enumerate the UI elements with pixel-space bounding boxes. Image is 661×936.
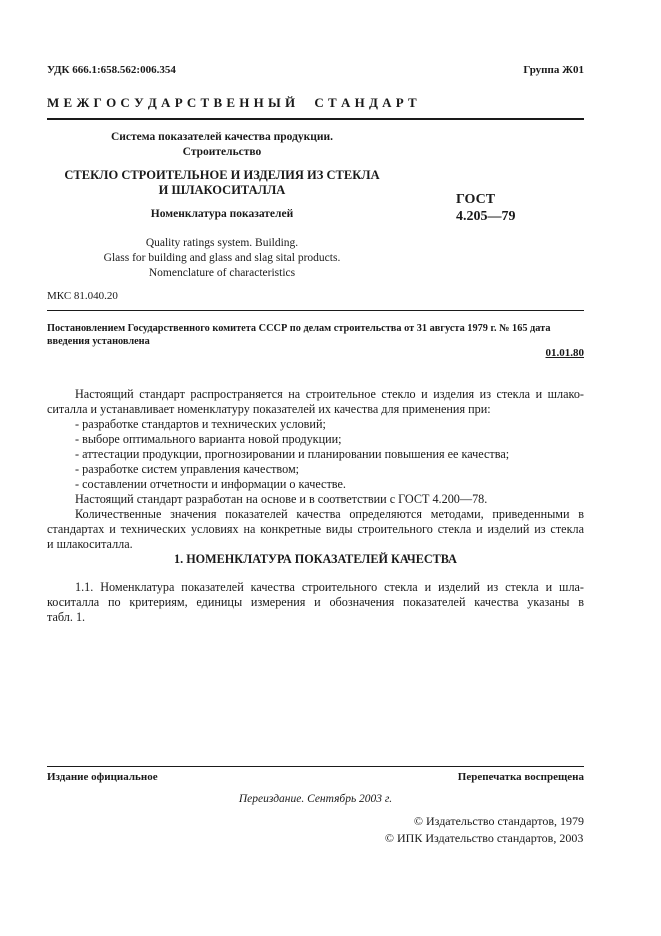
- english-title-line2: Glass for building and glass and slag sital products.: [103, 252, 341, 264]
- decree-line1: Постановлением Государственного комитета СССР по делам строительства от 31 августа 1979 г. № 165 дата: [47, 323, 551, 334]
- list-item: - составлении отчетности и информации о качестве.: [75, 477, 346, 491]
- intro-paragraph: [47, 387, 584, 552]
- copyright-2003: © ИПК Издательство стандартов, 2003: [384, 831, 584, 845]
- footer-rule: [47, 766, 584, 767]
- copyright-block: [385, 813, 584, 847]
- system-title: [47, 130, 397, 160]
- english-title: [47, 236, 397, 281]
- standard-banner: М Е Ж Г О С У Д А Р С Т В Е Н Н Ы Й С Т А Н Д А Р Т: [47, 95, 418, 110]
- quant-line1: Количественные значения показателей качества определяются методами, приведенными в: [75, 507, 584, 521]
- main-title-line2: И ШЛАКОСИТАЛЛА: [158, 183, 286, 197]
- gost-label: ГОСТ: [456, 192, 496, 207]
- quant-line3: и шлакоситалла.: [47, 537, 133, 551]
- reissue-note: Переиздание. Сентябрь 2003 г.: [238, 793, 393, 805]
- s11-line3: табл. 1.: [47, 610, 86, 624]
- reprint-notice: Перепечатка воспрещена: [457, 771, 584, 783]
- quant-line2: стандартах и технических условиях на конкретные виды строительного стекла и изделий из стекла: [47, 522, 584, 536]
- english-title-line3: Nomenclature of characteristics: [148, 267, 296, 279]
- udk-code: УДК 666.1:658.562:006.354: [47, 64, 176, 76]
- mks-rule: [47, 310, 584, 311]
- group-code: Группа Ж01: [523, 64, 584, 76]
- copyright-1979: © Издательство стандартов, 1979: [413, 814, 584, 828]
- list-item: - разработке систем управления качеством;: [75, 462, 300, 476]
- gost-number: 4.205—79: [456, 209, 516, 224]
- list-item: - выборе оптимального варианта новой продукции;: [75, 432, 342, 446]
- header-rule: [47, 118, 584, 120]
- basis-line: Настоящий стандарт разработан на основе и в соответствии с ГОСТ 4.200—78.: [75, 492, 488, 506]
- s11-line1: 1.1. Номенклатура показателей качества строительного стекла и изделий из стекла и шла-: [75, 580, 584, 594]
- intro-line1: Настоящий стандарт распространяется на строительное стекло и изделия из стекла и шлако-: [75, 387, 584, 401]
- effective-date: 01.01.80: [545, 347, 584, 359]
- intro-line2: ситалла и устанавливает номенклатуру показателей их качества для применения при:: [47, 402, 491, 416]
- decree: [47, 322, 587, 348]
- list-item: - разработке стандартов и технических условий;: [75, 417, 326, 431]
- decree-line2: введения установлена: [47, 336, 150, 347]
- main-title: [47, 168, 397, 198]
- mks-code: МКС 81.040.20: [47, 290, 118, 302]
- system-title-line2: Строительство: [182, 146, 262, 158]
- list-item: - аттестации продукции, прогнозировании и планировании повышения ее качества;: [75, 447, 510, 461]
- english-title-line1: Quality ratings system. Building.: [145, 237, 299, 249]
- official-edition: Издание официальное: [47, 771, 158, 783]
- section-1-1: [47, 580, 584, 625]
- gost-designation: [456, 191, 516, 225]
- section-heading: 1. НОМЕНКЛАТУРА ПОКАЗАТЕЛЕЙ КАЧЕСТВА: [174, 552, 457, 566]
- subtitle: Номенклатура показателей: [150, 208, 294, 220]
- main-title-line1: СТЕКЛО СТРОИТЕЛЬНОЕ И ИЗДЕЛИЯ ИЗ СТЕКЛА: [64, 168, 380, 182]
- s11-line2: коситалла по критериям, единицы измерения и обозначения показателей качества указаны в: [47, 595, 584, 609]
- system-title-line1: Система показателей качества продукции.: [110, 131, 334, 143]
